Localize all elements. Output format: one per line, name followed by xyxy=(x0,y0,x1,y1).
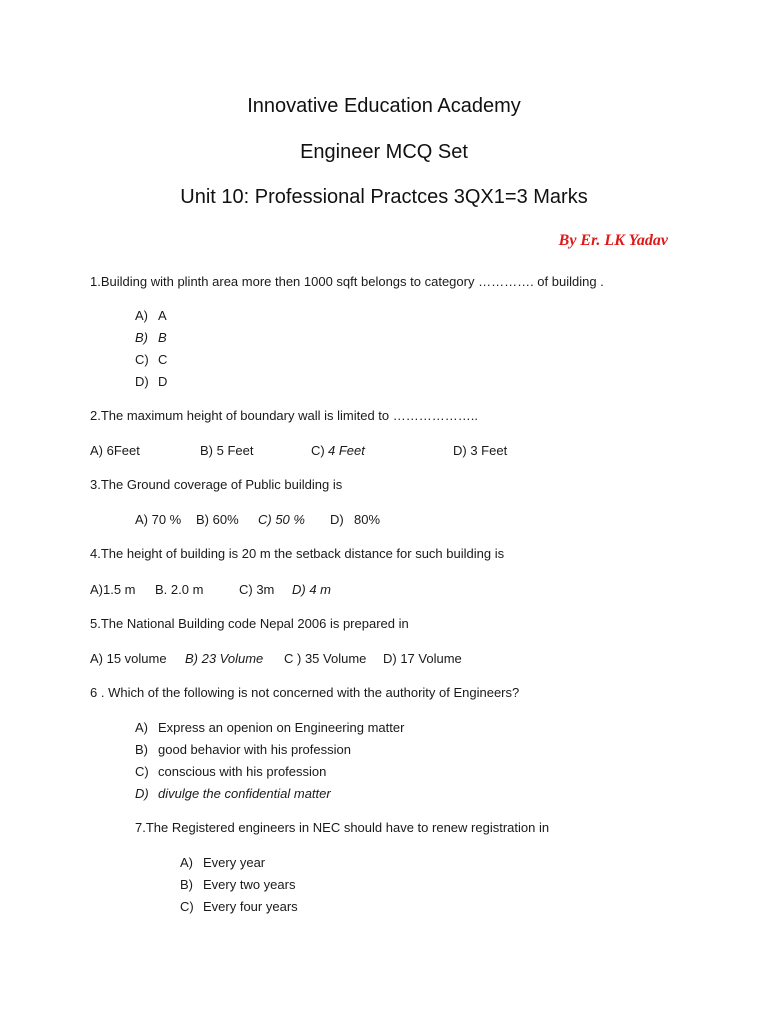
q4-option-d: D) 4 m xyxy=(292,582,331,597)
q3-option-d-label: D) xyxy=(330,512,344,527)
option-label: A) xyxy=(135,720,148,735)
q1-option-a xyxy=(135,308,167,323)
q6-option-a xyxy=(135,720,404,735)
q2-option-a: A) 6Feet xyxy=(90,443,140,458)
option-label: D) xyxy=(135,786,149,801)
option-text: A xyxy=(158,308,167,323)
question-5: 5.The National Building code Nepal 2006 is prepared in xyxy=(90,616,409,631)
q4-option-a: A)1.5 m xyxy=(90,582,136,597)
q5-option-d: D) 17 Volume xyxy=(383,651,462,666)
option-text: C xyxy=(158,352,168,367)
option-text: B xyxy=(158,330,167,345)
option-label: D) xyxy=(135,374,149,389)
q1-option-c xyxy=(135,352,167,367)
option-label: B) xyxy=(135,330,148,345)
option-label: A) xyxy=(180,855,193,870)
title-academy: Innovative Education Academy xyxy=(247,95,521,117)
option-label: B) xyxy=(135,742,148,757)
question-7: 7.The Registered engineers in NEC should have to renew registration in xyxy=(135,820,550,835)
question-6: 6 . Which of the following is not concerned with the authority of Engineers? xyxy=(90,685,520,700)
option-text: Every year xyxy=(203,855,266,870)
q3-option-a: A) 70 % xyxy=(135,512,182,527)
q3-option-d-text: 80% xyxy=(354,512,381,527)
title-unit: Unit 10: Professional Practces 3QX1=3 Marks xyxy=(180,186,588,208)
option-label: C) xyxy=(135,352,149,367)
q6-option-c xyxy=(135,764,326,779)
q4-option-b: B. 2.0 m xyxy=(155,582,204,597)
q2-option-d: D) 3 Feet xyxy=(453,443,508,458)
q6-option-b xyxy=(135,742,351,757)
title-set: Engineer MCQ Set xyxy=(300,141,468,163)
question-3: 3.The Ground coverage of Public building is xyxy=(90,477,343,492)
q5-option-b: B) 23 Volume xyxy=(185,651,264,666)
q4-option-c: C) 3m xyxy=(239,582,275,597)
option-label: C) xyxy=(135,764,149,779)
option-text: conscious with his profession xyxy=(158,764,327,779)
option-text: Express an openion on Engineering matter xyxy=(158,720,405,735)
q1-option-d xyxy=(135,374,167,389)
q2-option-c-text: 4 Feet xyxy=(328,443,365,458)
question-2: 2.The maximum height of boundary wall is limited to ……………….. xyxy=(90,408,478,423)
q1-option-b xyxy=(135,330,167,345)
option-text: good behavior with his profession xyxy=(158,742,351,757)
q2-option-b: B) 5 Feet xyxy=(200,443,254,458)
q3-option-c: C) 50 % xyxy=(258,512,305,527)
q3-option-b: B) 60% xyxy=(196,512,239,527)
q7-option-a xyxy=(180,855,265,870)
question-1: 1.Building with plinth area more then 1000 sqft belongs to category …………. of building . xyxy=(90,274,604,289)
option-text: divulge the confidential matter xyxy=(158,786,331,801)
option-text: D xyxy=(158,374,168,389)
option-label: B) xyxy=(180,877,193,892)
q2-option-c-label: C) xyxy=(311,443,325,458)
question-4: 4.The height of building is 20 m the setback distance for such building is xyxy=(90,546,505,561)
author-signature: By Er. LK Yadav xyxy=(558,232,668,249)
q5-option-a: A) 15 volume xyxy=(90,651,167,666)
option-label: C) xyxy=(180,899,194,914)
option-text: Every two years xyxy=(203,877,296,892)
q7-option-c xyxy=(180,899,298,914)
option-text: Every four years xyxy=(203,899,298,914)
q6-option-d xyxy=(135,786,331,801)
option-label: A) xyxy=(135,308,148,323)
q7-option-b xyxy=(180,877,295,892)
q5-option-c: C ) 35 Volume xyxy=(284,651,367,666)
